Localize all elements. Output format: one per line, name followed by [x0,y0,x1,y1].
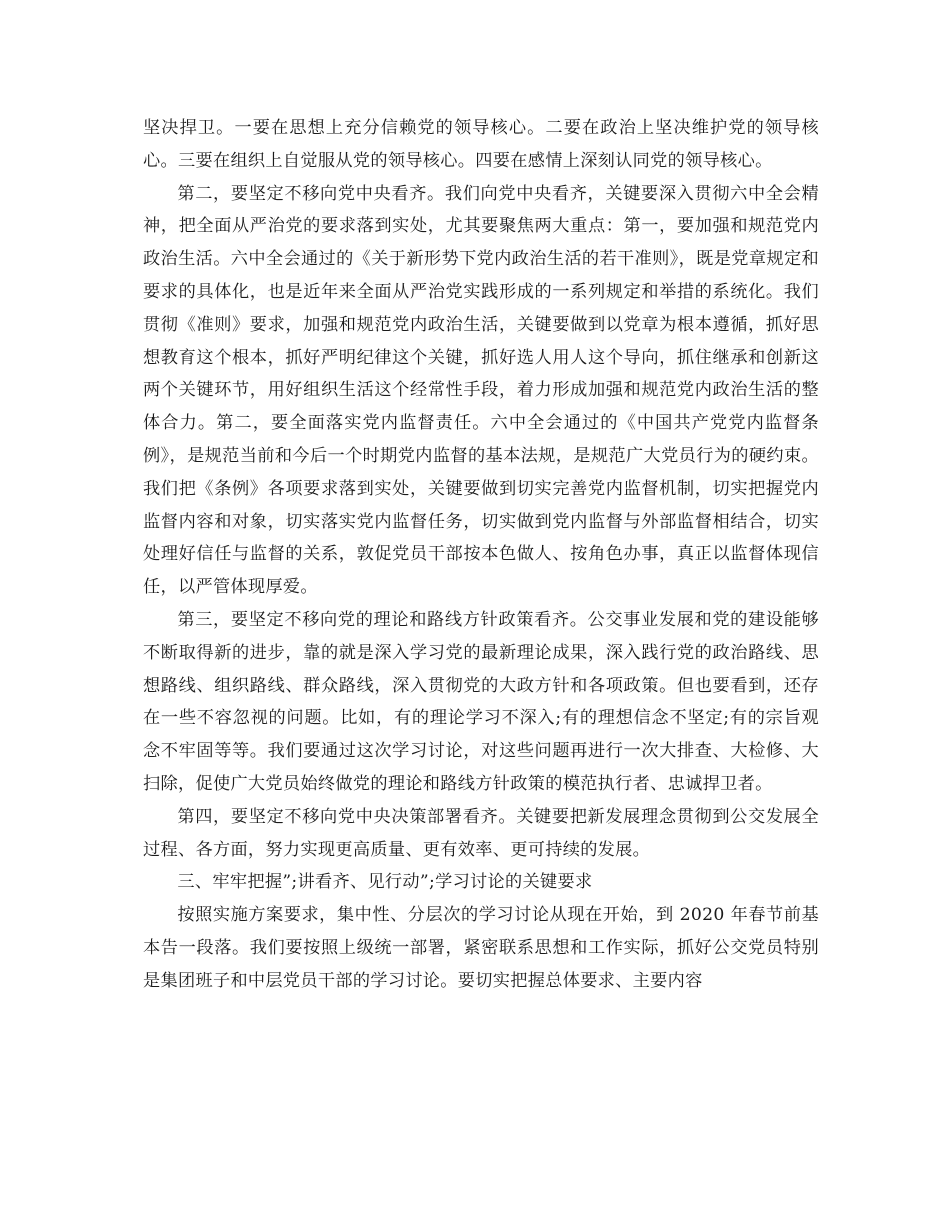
document-page [143,112,819,998]
paragraph-3: 第三，要坚定不移向党的理论和路线方针政策看齐。公交事业发展和党的建设能够不断取得新的进步，靠的就是深入学习党的最新理论成果，深入践行党的政治路线、思想路线、组织路线、群众路线，深入贯彻党的大政方针和各项政策。但也要看到，还存在一些不容忽视的问题。比如，有的理论学习不深入;有的理想信念不坚定;有的宗旨观念不牢固等等。我们要通过这次学习讨论，对这些问题再进行一次大排查、大检修、大扫除，促使广大党员始终做党的理论和路线方针政策的模范执行者、忠诚捍卫者。 [143,609,819,794]
paragraph-4: 第四，要坚定不移向党中央决策部署看齐。关键要把新发展理念贯彻到公交发展全过程、各方面，努力实现更高质量、更有效率、更可持续的发展。 [143,806,819,860]
paragraph-1: 坚决捍卫。一要在思想上充分信赖党的领导核心。二要在政治上坚决维护党的领导核心。三要在组织上自觉服从党的领导核心。四要在感情上深刻认同党的领导核心。 [143,118,819,171]
section-heading: 三、牢牢把握”;讲看齐、见行动”;学习讨论的关键要求 [177,872,593,893]
paragraph-2: 第二，要坚定不移向党中央看齐。我们向党中央看齐，关键要深入贯彻六中全会精神，把全面从严治党的要求落到实处，尤其要聚焦两大重点：第一，要加强和规范党内政治生活。六中全会通过的《关于新形势下党内政治生活的若干准则》，既是党章规定和要求的具体化，也是近年来全面从严治党实践形成的一系列规定和举措的系统化。我们贯彻《准则》要求，加强和规范党内政治生活，关键要做到以党章为根本遵循，抓好思想教育这个根本，抓好严明纪律这个关键，抓好选人用人这个导向，抓住继承和创新这两个关键环节，用好组织生活这个经常性手段，着力形成加强和规范党内政治生活的整体合力。第二，要全面落实党内监督责任。六中全会通过的《中国共产党党内监督条例》，是规范当前和今后一个时期党内监督的基本法规，是规范广大党员行为的硬约束。我们把《条例》各项要求落到实处，关键要做到切实完善党内监督机制，切实把握党内监督内容和对象，切实落实党内监督任务，切实做到党内监督与外部监督相结合，切实处理好信任与监督的关系，敦促党员干部按本色做人、按角色办事，真正以监督体现信任，以严管体现厚爱。 [143,183,819,598]
paragraph-5: 按照实施方案要求，集中性、分层次的学习讨论从现在开始，到 2020 年春节前基本告一段落。我们要按照上级统一部署，紧密联系思想和工作实际，抓好公交党员特别是集团班子和中层党员干部的学习讨论。要切实把握总体要求、主要内容 [143,905,819,991]
